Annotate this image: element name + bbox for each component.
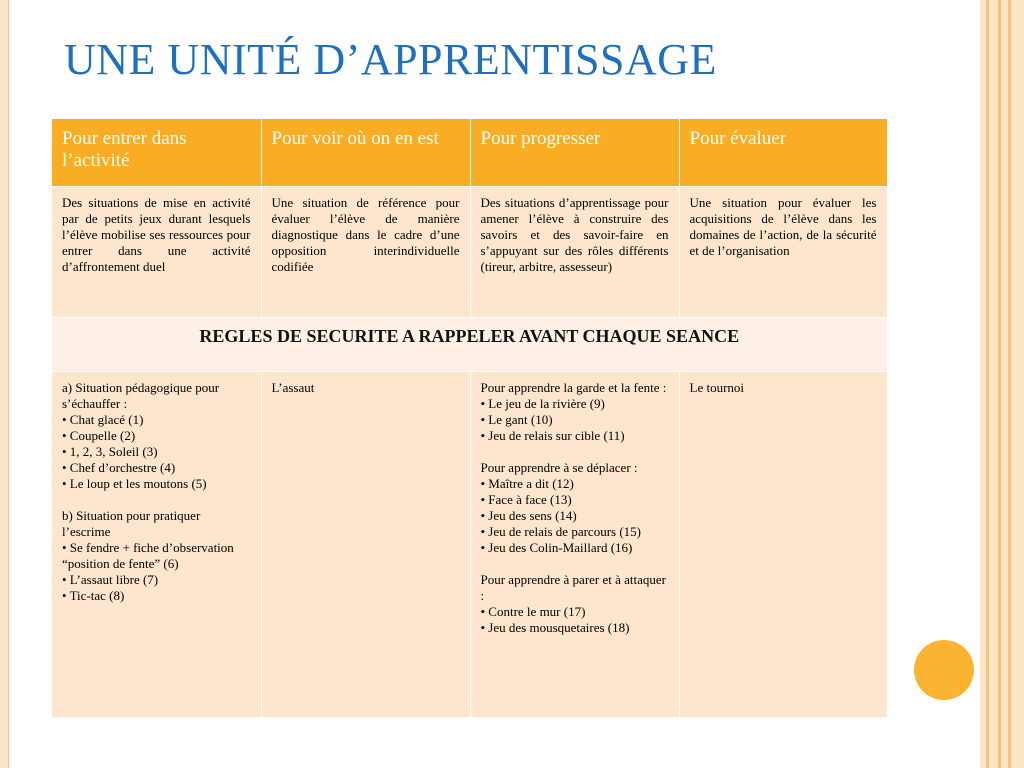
- orange-circle-decoration: [914, 640, 974, 700]
- list-item: • Tic-tac (8): [62, 587, 125, 603]
- safety-rules-text: REGLES DE SECURITE A RAPPELER AVANT CHAQUE SEANCE: [52, 317, 887, 371]
- description-cell: Des situations d’apprentissage pour amener l’élève à construire des savoirs et des savoir-faire en s’appuyant sur des rôles différents (tireur, arbitre, assesseur): [470, 186, 679, 317]
- activities-row: [52, 371, 887, 717]
- list-item: • Face à face (13): [480, 491, 572, 507]
- section-title: Pour apprendre la garde et la fente :: [480, 379, 667, 395]
- list-item: • 1, 2, 3, Soleil (3): [62, 443, 158, 459]
- list-item: • Jeu des sens (14): [480, 507, 577, 523]
- activities-cell-enter: [52, 371, 261, 717]
- list-item: • Contre le mur (17): [480, 603, 586, 619]
- safety-rules-row: [52, 317, 887, 371]
- list-item: • Jeu de relais de parcours (15): [480, 523, 641, 539]
- activities-cell-evaluate: Le tournoi: [679, 371, 887, 717]
- list-item: • Se fendre + fiche d’observation “position de fente” (6): [62, 539, 234, 571]
- list-item: • Jeu des mousquetaires (18): [480, 619, 630, 635]
- left-border-decoration: [0, 0, 9, 768]
- description-row: [52, 186, 887, 317]
- section-title: a) Situation pédagogique pour s’échauffer :: [62, 379, 220, 411]
- section-title: b) Situation pour pratiquer l’escrime: [62, 507, 201, 539]
- header-cell-progress: Pour progresser: [470, 119, 679, 186]
- list-item: • Jeu de relais sur cible (11): [480, 427, 625, 443]
- list-item: • Le gant (10): [480, 411, 553, 427]
- header-cell-assess: Pour voir où on en est: [261, 119, 470, 186]
- list-item: • Le jeu de la rivière (9): [480, 395, 605, 411]
- header-row: [52, 119, 887, 186]
- list-item: • Chat glacé (1): [62, 411, 144, 427]
- section-title: Pour apprendre à parer et à attaquer :: [480, 571, 667, 603]
- list-item: • Maître a dit (12): [480, 475, 574, 491]
- list-item: • L’assaut libre (7): [62, 571, 159, 587]
- description-cell: Une situation pour évaluer les acquisitions de l’élève dans les domaines de l’action, de la sécurité et de l’organisation: [679, 186, 887, 317]
- description-cell: Une situation de référence pour évaluer l’élève de manière diagnostique dans le cadre d’une opposition interindividuelle codifiée: [261, 186, 470, 317]
- list-item: • Le loup et les moutons (5): [62, 475, 207, 491]
- activities-cell-progress: [470, 371, 679, 717]
- section-title: Pour apprendre à se déplacer :: [480, 459, 638, 475]
- learning-unit-table: [52, 119, 888, 718]
- slide-title: UNE UNITÉ D’APPRENTISSAGE: [64, 35, 717, 84]
- list-item: • Chef d’orchestre (4): [62, 459, 176, 475]
- header-cell-enter: Pour entrer dans l’activité: [52, 119, 261, 186]
- list-item: • Coupelle (2): [62, 427, 136, 443]
- description-cell: Des situations de mise en activité par de petits jeux durant lesquels l’élève mobilise ses ressources pour entrer dans une activité d’affrontement duel: [52, 186, 261, 317]
- right-stripes-decoration: [980, 0, 1024, 768]
- list-item: • Jeu des Colin-Maillard (16): [480, 539, 633, 555]
- activities-cell-assess: L’assaut: [261, 371, 470, 717]
- header-cell-evaluate: Pour évaluer: [679, 119, 887, 186]
